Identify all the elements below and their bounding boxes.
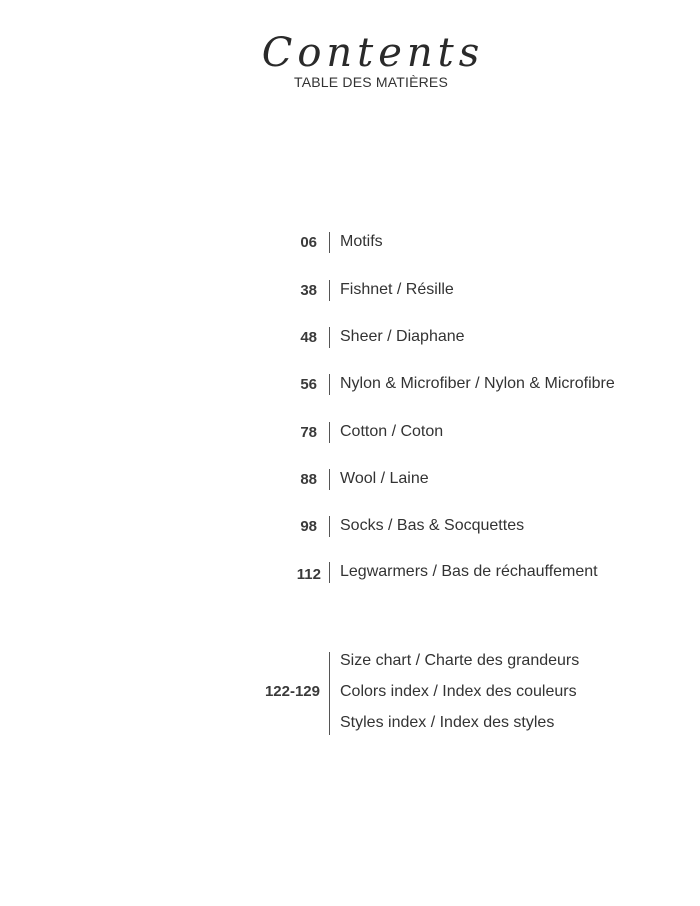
toc-entry[interactable] [0, 327, 700, 351]
toc-label: Wool / Laine [340, 470, 429, 487]
toc-entry[interactable] [0, 232, 700, 256]
toc-divider [329, 422, 330, 443]
toc-entry[interactable] [0, 422, 700, 446]
toc-divider [329, 652, 330, 735]
toc-page-number: 48 [300, 329, 317, 346]
toc-page-number: 98 [300, 518, 317, 535]
toc-label: Fishnet / Résille [340, 281, 454, 298]
toc-page-number: 78 [300, 424, 317, 441]
toc-divider [329, 280, 330, 301]
page-subtitle: TABLE DES MATIÈRES [293, 74, 448, 90]
toc-page-number: 06 [300, 234, 317, 251]
toc-appendix-item[interactable]: Colors index / Index des couleurs [340, 683, 577, 700]
toc-page-number: 56 [300, 376, 317, 393]
toc-label: Motifs [340, 233, 383, 250]
toc-page-number: 112 [296, 566, 321, 583]
toc-label: Legwarmers / Bas de réchauffement [340, 563, 598, 580]
toc-divider [329, 516, 330, 537]
toc-page-number: 88 [300, 471, 317, 488]
toc-divider [329, 562, 330, 583]
page-header [0, 28, 700, 90]
toc-page-number: 38 [300, 282, 317, 299]
toc-entry[interactable] [0, 516, 700, 540]
toc-entry[interactable] [0, 280, 700, 304]
toc-label: Socks / Bas & Socquettes [340, 517, 525, 534]
toc-entry[interactable] [0, 469, 700, 493]
toc-appendix-group [0, 652, 700, 736]
toc-divider [329, 232, 330, 253]
toc-appendix-item[interactable]: Size chart / Charte des grandeurs [340, 652, 580, 669]
toc-entry[interactable] [0, 374, 700, 398]
toc-label: Nylon & Microfiber / Nylon & Microfibre [340, 375, 615, 392]
page-title: Contents [261, 30, 485, 76]
toc-label: Cotton / Coton [340, 423, 444, 440]
toc-appendix-item[interactable]: Styles index / Index des styles [340, 714, 555, 731]
toc-entry[interactable] [0, 562, 700, 586]
toc-appendix-pages: 122-129 [264, 683, 320, 700]
toc-divider [329, 374, 330, 395]
toc-divider [329, 327, 330, 348]
toc-label: Sheer / Diaphane [340, 328, 465, 345]
toc-divider [329, 469, 330, 490]
